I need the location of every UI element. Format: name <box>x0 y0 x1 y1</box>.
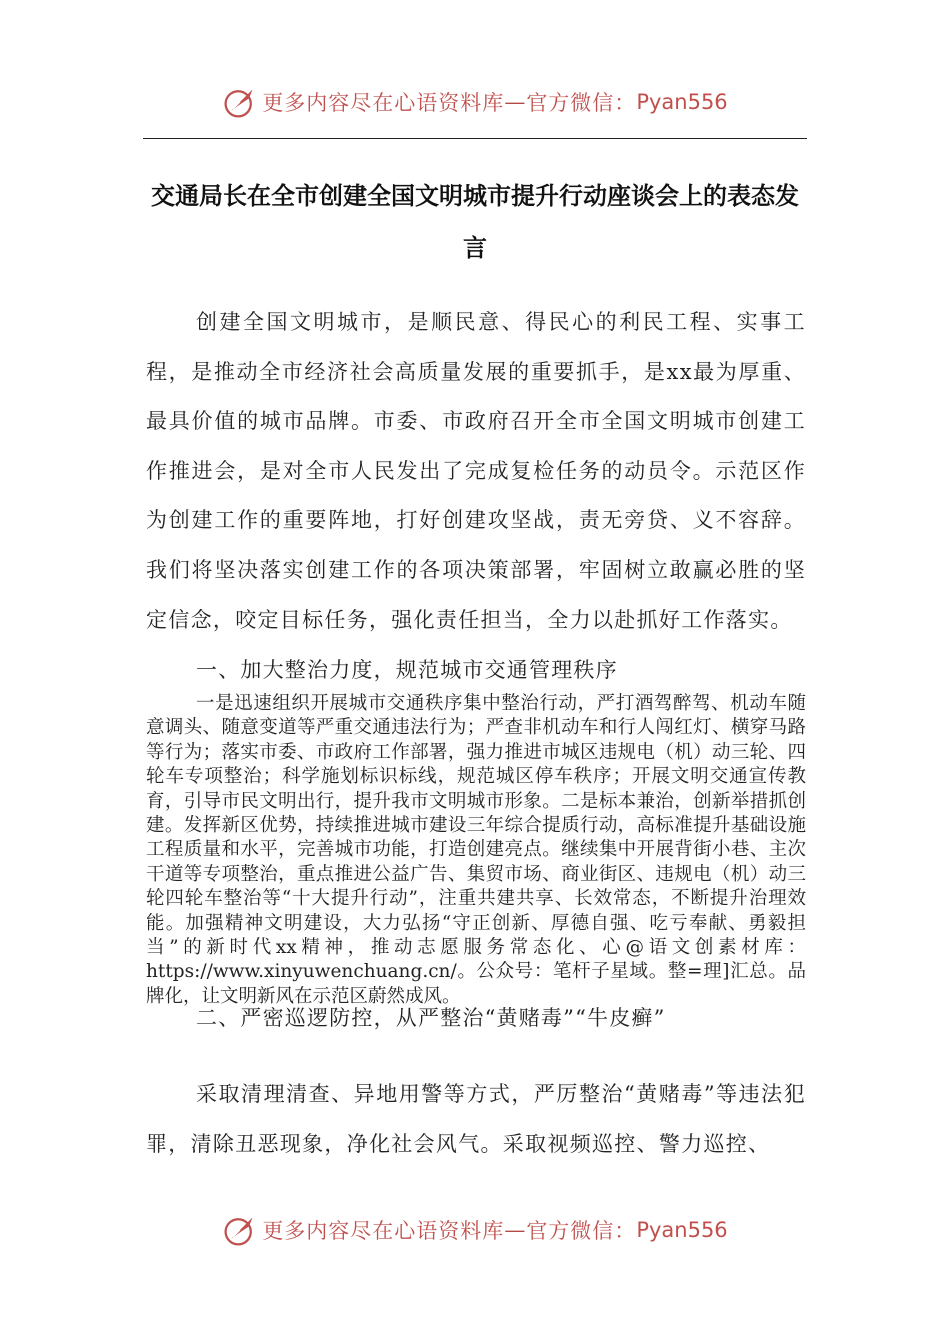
watermark-text: 更多内容尽在心语资料库 <box>262 91 505 115</box>
watermark-separator: — <box>504 90 527 114</box>
watermark-suffix: 官方微信： <box>526 91 637 115</box>
section2-heading: 二、严密巡逻防控，从严整治“黄赌毒”“牛皮癣” <box>196 1006 666 1030</box>
watermark-wechat-id: Pyan556 <box>636 90 728 114</box>
watermark-text: 更多内容尽在心语资料库 <box>262 1219 505 1243</box>
section1-paragraph: 一是迅速组织开展城市交通秩序集中整治行动，严打酒驾醉驾、机动车随意调头、随意变道等严重交通违法行为；严查非机动车和行人闯红灯、横穿马路等行为；落实市委、市政府工作部署，强力推进市城区违规电（机）动三轮、四轮车专项整治；科学施划标识标线，规范城区停车秩序；开展文明交通宣传教育，引导市民文明出行，提升我市文明城市形象。二是标本兼治，创新举措抓创建。发挥新区优势，持续推进城市建设三年综合提质行动，高标准提升基础设施工程质量和水平，完善城市功能，打造创建亮点。继续集中开展背街小巷、主次干道等专项整治，重点推进公益广告、集贸市场、商业街区、违规电（机）动三轮四轮车整治等“十大提升行动”，注重共建共享、长效常态，不断提升治理效能。加强精神文明建设，大力弘扬“守正创新、厚德自强、吃亏奉献、勇毅担当”的新时代xx精神，推动志愿服务常态化、心@语文创素材库：https://www.xinyuwenchuang.cn/。公众号：笔杆子星域。整=理]汇总。品牌化，让文明新风在示范区蔚然成风。 <box>146 693 806 1007</box>
footer-watermark <box>0 1210 950 1250</box>
section1-heading: 一、加大整治力度，规范城市交通管理秩序 <box>196 658 618 682</box>
quill-logo-icon <box>222 84 258 120</box>
intro-paragraph: 创建全国文明城市，是顺民意、得民心的利民工程、实事工程，是推动全市经济社会高质量发展的重要抓手，是xx最为厚重、最具价值的城市品牌。市委、市政府召开全市全国文明城市创建工作推进会，是对全市人民发出了完成复检任务的动员令。示范区作为创建工作的重要阵地，打好创建攻坚战，责无旁贷、义不容辞。我们将坚决落实创建工作的各项决策部署，牢固树立敢赢必胜的坚定信念，咬定目标任务，强化责任担当，全力以赴抓好工作落实。 <box>146 310 806 632</box>
section2-paragraph: 采取清理清查、异地用警等方式，严厉整治“黄赌毒”等违法犯罪，清除丑恶现象，净化社会风气。采取视频巡控、警力巡控、 <box>146 1082 806 1156</box>
watermark-separator: — <box>504 1218 527 1242</box>
page-title: 交通局长在全市创建全国文明城市提升行动座谈会上的表态发言 <box>151 181 799 262</box>
header-divider <box>143 138 807 139</box>
header-watermark <box>0 82 950 122</box>
watermark-wechat-id: Pyan556 <box>636 1218 728 1242</box>
watermark-suffix: 官方微信： <box>526 1219 637 1243</box>
quill-logo-icon <box>222 1212 258 1248</box>
